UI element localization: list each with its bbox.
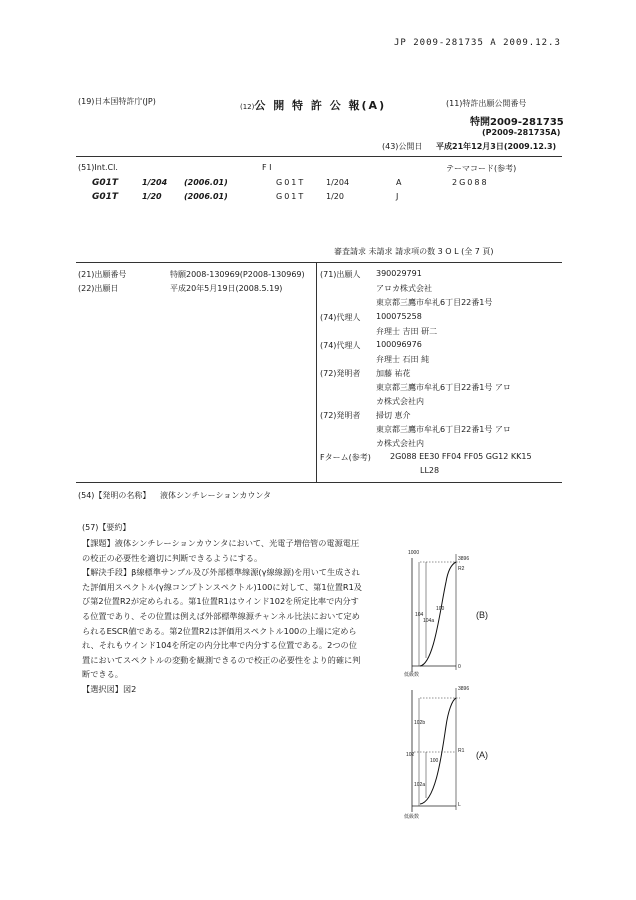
intcl-code: G01T <box>92 192 119 202</box>
agent-code: 100075258 <box>376 312 422 321</box>
figure-label: R1 <box>458 748 465 754</box>
fterm-codes: 2G088 EE30 FF04 FF05 GG12 KK15 <box>390 452 532 461</box>
intcl-label: (51)Int.Cl. <box>78 163 118 172</box>
figure-label: R2 <box>458 566 465 572</box>
inventor-label: (72)発明者 <box>320 369 361 378</box>
fi-code: G01T <box>276 192 306 201</box>
figure-label: 低級数 <box>404 672 420 678</box>
filing-date-label: (22)出願日 <box>78 284 119 293</box>
publication-number-alt: (P2009-281735A) <box>482 128 561 137</box>
abstract-solution: 【解決手段】β線標準サンプル及び外部標準線源(γ線線源)を用いて生成された評価用スペクトル(γ線コンプトンスペクトル)100に対して、第1位置R1及び第2位置R2が定められる。第1位置R1はウインド102を所定比率で内分する位置であり、その位置は例えば外部標準線源チャンネル比法において定められるESCR値である。第2位置R2は評価用スペクトル100の上端に定められ、それもウインド104を所定の内分比率で内分する位置である。2つの位置においてスペクトルの変動を観測できるので校正の必要性をより的確に判断できる。 <box>82 567 362 680</box>
pubdate-label: (43)公開日 <box>382 142 423 151</box>
abstract-selected-figure: 【選択図】図2 <box>82 683 137 694</box>
invention-title: 液体シンチレーションカウンタ <box>160 491 271 500</box>
publication-date: 平成21年12月3日(2009.12.3) <box>436 142 557 151</box>
inventor-address-cont: カ株式会社内 <box>376 397 424 406</box>
figure-label: 102 <box>406 752 415 758</box>
figure-panel-b <box>404 550 488 678</box>
patent-office: (19)日本国特許庁(JP) <box>78 97 156 106</box>
examination-line: 審査請求 未請求 請求項の数 3 O L (全 7 頁) <box>334 247 494 256</box>
gazette-title: 公 開 特 許 公 報(A) <box>254 99 387 112</box>
spectrum-curve <box>420 562 456 666</box>
fi-letter: A <box>396 178 402 187</box>
agent-name: 弁理士 吉田 研二 <box>376 327 438 336</box>
inventor-address-cont: カ株式会社内 <box>376 439 424 448</box>
pubnum-label: (11)特許出願公開番号 <box>446 99 527 108</box>
invention-title-label: (54)【発明の名称】 <box>78 491 151 500</box>
bibliography-bottom-rule <box>76 482 562 483</box>
inventor-address: 東京都三鷹市牟礼6丁目22番1号 アロ <box>376 383 511 392</box>
figure-label: 104a <box>423 618 435 624</box>
panel-label: (B) <box>476 610 488 620</box>
figure-label: 3896 <box>458 556 470 562</box>
fi-sub: 1/20 <box>326 192 344 201</box>
application-number-label: (21)出願番号 <box>78 270 127 279</box>
publication-number: 特開2009-281735 <box>470 117 564 128</box>
spectrum-curve <box>420 698 456 804</box>
inventor-address: 東京都三鷹市牟礼6丁目22番1号 アロ <box>376 425 511 434</box>
inventor-name: 掃切 恵介 <box>376 411 411 420</box>
abstract-problem: 【課題】液体シンチレーションカウンタにおいて、光電子増倍管の電源電圧の校正の必要性を適切に判断できるようにする。 <box>82 538 360 563</box>
fi-sub: 1/204 <box>326 178 350 187</box>
bibliography-divider <box>316 262 317 482</box>
intcl-sub: 1/204 <box>142 178 168 187</box>
applicant-name: アロカ株式会社 <box>376 284 432 293</box>
theme-code: 2G088 <box>452 178 489 187</box>
header-rule <box>76 156 562 157</box>
figure-label: 100 <box>430 758 439 764</box>
intcl-date: (2006.01) <box>184 192 228 201</box>
agent-code: 100096976 <box>376 340 422 349</box>
fterm-codes-cont: LL28 <box>420 466 440 475</box>
figure-label: L <box>458 802 461 808</box>
inventor-label: (72)発明者 <box>320 411 361 420</box>
intcl-sub: 1/20 <box>142 192 162 201</box>
gazette-number: (12) <box>240 103 255 111</box>
figure-label: 3896 <box>458 686 470 692</box>
fi-label: F I <box>262 163 272 172</box>
figure-label: 1000 <box>408 550 420 556</box>
abstract-heading: (57)【要約】 <box>82 523 131 532</box>
figure-label: 104 <box>415 612 424 618</box>
fi-letter: J <box>396 192 399 201</box>
agent-name: 弁理士 石田 純 <box>376 355 430 364</box>
application-number: 特願2008-130969(P2008-130969) <box>170 270 305 279</box>
filing-date: 平成20年5月19日(2008.5.19) <box>170 284 283 293</box>
applicant-code: 390029791 <box>376 269 422 278</box>
fi-code: G01T <box>276 178 306 187</box>
applicant-address: 東京都三鷹市牟礼6丁目22番1号 <box>376 298 493 307</box>
figure-panel-a <box>404 686 488 820</box>
abstract-body <box>82 536 364 697</box>
intcl-date: (2006.01) <box>184 178 228 187</box>
inventor-name: 加藤 祐花 <box>376 369 411 378</box>
applicant-label: (71)出願人 <box>320 270 361 279</box>
fterm-label: Fターム(参考) <box>320 453 371 462</box>
figure-label: 低級数 <box>404 814 420 820</box>
agent-label: (74)代理人 <box>320 341 361 350</box>
intcl-code: G01T <box>92 178 119 188</box>
agent-label: (74)代理人 <box>320 313 361 322</box>
figure-label: 0 <box>458 664 461 670</box>
figure-label: 100 <box>436 606 445 612</box>
figure-label: 102b <box>414 720 426 726</box>
theme-code-label: テーマコード(参考) <box>446 164 517 173</box>
figure-2 <box>390 540 500 820</box>
figure-label: 102a <box>414 782 426 788</box>
bibliography-top-rule <box>76 262 562 263</box>
gazette-type <box>240 94 386 113</box>
publication-header: JP 2009-281735 A 2009.12.3 <box>394 38 561 48</box>
panel-label: (A) <box>476 750 488 760</box>
